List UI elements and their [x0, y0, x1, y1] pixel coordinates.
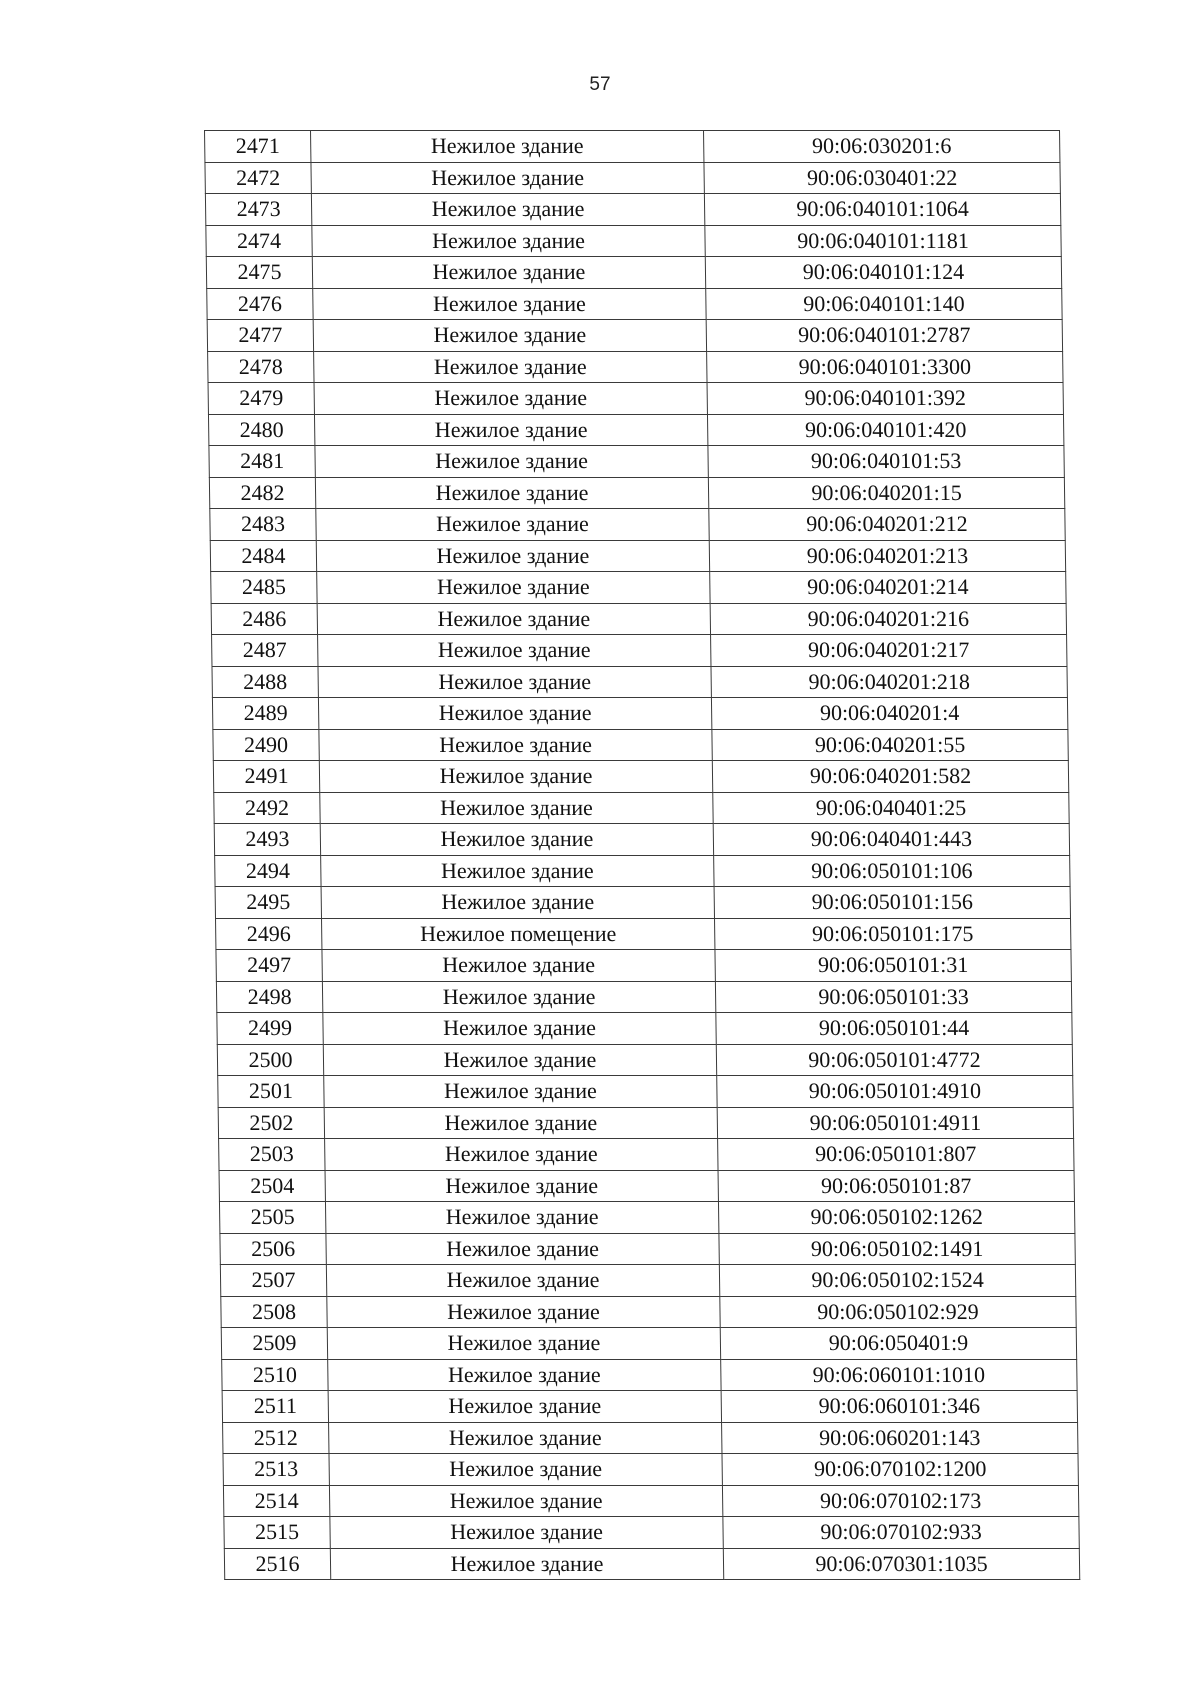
row-number-cell: 2482 [209, 477, 315, 509]
row-number-cell: 2487 [212, 635, 318, 667]
cadastral-number-cell: 90:06:040201:216 [710, 603, 1066, 635]
row-number-cell: 2476 [207, 288, 313, 320]
object-name-cell: Нежилое здание [330, 1548, 723, 1580]
row-number-cell: 2491 [213, 761, 319, 793]
row-number-cell: 2479 [208, 383, 314, 415]
object-name-cell: Нежилое здание [312, 225, 705, 257]
table-row [217, 1013, 1072, 1045]
object-name-cell: Нежилое здание [311, 162, 704, 194]
row-number-cell: 2485 [211, 572, 317, 604]
table-row [207, 288, 1062, 320]
table-row [212, 698, 1067, 730]
object-name-cell: Нежилое здание [311, 131, 704, 163]
object-name-cell: Нежилое здание [313, 288, 706, 320]
table-row [218, 1107, 1073, 1139]
object-name-cell: Нежилое здание [325, 1202, 718, 1234]
row-number-cell: 2508 [221, 1296, 327, 1328]
table-row [221, 1296, 1076, 1328]
object-name-cell: Нежилое здание [317, 572, 710, 604]
cadastral-number-cell: 90:06:070102:1200 [722, 1454, 1078, 1486]
row-number-cell: 2512 [223, 1422, 329, 1454]
cadastral-number-cell: 90:06:040101:124 [705, 257, 1061, 289]
row-number-cell: 2483 [210, 509, 316, 541]
cadastral-number-cell: 90:06:040201:217 [711, 635, 1067, 667]
row-number-cell: 2494 [215, 855, 321, 887]
row-number-cell: 2515 [224, 1517, 330, 1549]
cadastral-number-cell: 90:06:050101:87 [718, 1170, 1074, 1202]
row-number-cell: 2498 [216, 981, 322, 1013]
row-number-cell: 2493 [214, 824, 320, 856]
registry-table [204, 130, 1080, 1580]
table-row [210, 509, 1065, 541]
row-number-cell: 2471 [205, 131, 311, 163]
cadastral-number-cell: 90:06:040101:392 [707, 383, 1063, 415]
row-number-cell: 2504 [219, 1170, 325, 1202]
table-row [213, 729, 1068, 761]
cadastral-number-cell: 90:06:060101:346 [721, 1391, 1077, 1423]
object-name-cell: Нежилое здание [316, 509, 709, 541]
cadastral-number-cell: 90:06:050102:929 [720, 1296, 1076, 1328]
table-row [212, 635, 1067, 667]
table-row [207, 320, 1062, 352]
registry-table-body [205, 131, 1080, 1580]
row-number-cell: 2490 [213, 729, 319, 761]
row-number-cell: 2513 [223, 1454, 329, 1486]
table-row [205, 194, 1060, 226]
page-number: 57 [589, 74, 611, 95]
object-name-cell: Нежилое здание [325, 1139, 718, 1171]
object-name-cell: Нежилое здание [321, 887, 714, 919]
cadastral-number-cell: 90:06:050101:31 [715, 950, 1071, 982]
row-number-cell: 2489 [212, 698, 318, 730]
table-row [216, 950, 1071, 982]
object-name-cell: Нежилое здание [324, 1076, 717, 1108]
object-name-cell: Нежилое здание [315, 446, 708, 478]
row-number-cell: 2473 [205, 194, 311, 226]
cadastral-number-cell: 90:06:040101:1064 [704, 194, 1060, 226]
row-number-cell: 2488 [212, 666, 318, 698]
table-row [222, 1359, 1077, 1391]
table-row [221, 1328, 1076, 1360]
table-row [211, 572, 1066, 604]
cadastral-number-cell: 90:06:040201:582 [712, 761, 1068, 793]
cadastral-number-cell: 90:06:060101:1010 [721, 1359, 1077, 1391]
cadastral-number-cell: 90:06:030401:22 [704, 162, 1060, 194]
cadastral-number-cell: 90:06:040101:420 [707, 414, 1063, 446]
table-row [220, 1265, 1075, 1297]
cadastral-number-cell: 90:06:040201:214 [710, 572, 1066, 604]
cadastral-number-cell: 90:06:040401:25 [713, 792, 1069, 824]
cadastral-number-cell: 90:06:050101:4911 [717, 1107, 1073, 1139]
cadastral-number-cell: 90:06:040101:140 [706, 288, 1062, 320]
table-row [223, 1454, 1078, 1486]
cadastral-number-cell: 90:06:050101:4772 [716, 1044, 1072, 1076]
table-row [211, 603, 1066, 635]
cadastral-number-cell: 90:06:040101:2787 [706, 320, 1062, 352]
row-number-cell: 2496 [216, 918, 322, 950]
row-number-cell: 2502 [218, 1107, 324, 1139]
object-name-cell: Нежилое здание [322, 950, 715, 982]
table-row [224, 1548, 1079, 1580]
cadastral-number-cell: 90:06:050101:175 [715, 918, 1071, 950]
object-name-cell: Нежилое здание [327, 1296, 720, 1328]
table-row [206, 225, 1061, 257]
cadastral-number-cell: 90:06:050101:156 [714, 887, 1070, 919]
table-row [223, 1422, 1078, 1454]
row-number-cell: 2499 [217, 1013, 323, 1045]
row-number-cell: 2510 [222, 1359, 328, 1391]
row-number-cell: 2478 [208, 351, 314, 383]
cadastral-number-cell: 90:06:050101:106 [714, 855, 1070, 887]
cadastral-number-cell: 90:06:070102:933 [723, 1517, 1079, 1549]
row-number-cell: 2475 [206, 257, 312, 289]
cadastral-number-cell: 90:06:050101:33 [715, 981, 1071, 1013]
row-number-cell: 2477 [207, 320, 313, 352]
object-name-cell: Нежилое здание [314, 351, 707, 383]
table-row [210, 540, 1065, 572]
table-row [213, 761, 1068, 793]
object-name-cell: Нежилое здание [330, 1517, 723, 1549]
cadastral-number-cell: 90:06:040201:55 [712, 729, 1068, 761]
row-number-cell: 2486 [211, 603, 317, 635]
cadastral-number-cell: 90:06:050401:9 [720, 1328, 1076, 1360]
cadastral-number-cell: 90:06:050102:1524 [719, 1265, 1075, 1297]
row-number-cell: 2484 [210, 540, 316, 572]
object-name-cell: Нежилое здание [322, 981, 715, 1013]
table-row [209, 477, 1064, 509]
table-row [224, 1517, 1079, 1549]
row-number-cell: 2497 [216, 950, 322, 982]
object-name-cell: Нежилое здание [328, 1359, 721, 1391]
object-name-cell: Нежилое здание [312, 257, 705, 289]
row-number-cell: 2509 [221, 1328, 327, 1360]
cadastral-number-cell: 90:06:040201:213 [709, 540, 1065, 572]
object-name-cell: Нежилое здание [317, 603, 710, 635]
table-row [223, 1485, 1078, 1517]
object-name-cell: Нежилое здание [320, 792, 713, 824]
row-number-cell: 2507 [220, 1265, 326, 1297]
table-row [218, 1076, 1073, 1108]
cadastral-number-cell: 90:06:040401:443 [713, 824, 1069, 856]
table-row [214, 824, 1069, 856]
row-number-cell: 2492 [214, 792, 320, 824]
table-row [208, 351, 1063, 383]
object-name-cell: Нежилое здание [326, 1265, 719, 1297]
cadastral-number-cell: 90:06:030201:6 [704, 131, 1060, 163]
object-name-cell: Нежилое здание [319, 761, 712, 793]
row-number-cell: 2511 [222, 1391, 328, 1423]
row-number-cell: 2481 [209, 446, 315, 478]
table-row [219, 1202, 1074, 1234]
object-name-cell: Нежилое здание [328, 1391, 721, 1423]
cadastral-number-cell: 90:06:040101:53 [708, 446, 1064, 478]
cadastral-number-cell: 90:06:040101:3300 [707, 351, 1063, 383]
object-name-cell: Нежилое здание [320, 824, 713, 856]
table-row [219, 1139, 1074, 1171]
object-name-cell: Нежилое здание [329, 1422, 722, 1454]
object-name-cell: Нежилое здание [326, 1233, 719, 1265]
cadastral-number-cell: 90:06:040101:1181 [705, 225, 1061, 257]
object-name-cell: Нежилое здание [319, 729, 712, 761]
object-name-cell: Нежилое здание [327, 1328, 720, 1360]
table-row [216, 918, 1071, 950]
object-name-cell: Нежилое здание [316, 540, 709, 572]
cadastral-number-cell: 90:06:040201:4 [711, 698, 1067, 730]
table-row [206, 257, 1061, 289]
table-row [216, 981, 1071, 1013]
object-name-cell: Нежилое здание [324, 1107, 717, 1139]
cadastral-number-cell: 90:06:040201:212 [709, 509, 1065, 541]
table-row [208, 383, 1063, 415]
cadastral-number-cell: 90:06:060201:143 [722, 1422, 1078, 1454]
table-container [204, 130, 1080, 1580]
cadastral-number-cell: 90:06:050102:1491 [719, 1233, 1075, 1265]
table-row [212, 666, 1067, 698]
object-name-cell: Нежилое здание [321, 855, 714, 887]
cadastral-number-cell: 90:06:050101:807 [718, 1139, 1074, 1171]
object-name-cell: Нежилое здание [314, 414, 707, 446]
cadastral-number-cell: 90:06:040201:218 [711, 666, 1067, 698]
row-number-cell: 2495 [215, 887, 321, 919]
table-row [222, 1391, 1077, 1423]
object-name-cell: Нежилое здание [318, 635, 711, 667]
object-name-cell: Нежилое здание [325, 1170, 718, 1202]
row-number-cell: 2514 [223, 1485, 329, 1517]
row-number-cell: 2506 [220, 1233, 326, 1265]
row-number-cell: 2501 [218, 1076, 324, 1108]
cadastral-number-cell: 90:06:070102:173 [722, 1485, 1078, 1517]
cadastral-number-cell: 90:06:040201:15 [708, 477, 1064, 509]
object-name-cell: Нежилое здание [318, 698, 711, 730]
object-name-cell: Нежилое здание [311, 194, 704, 226]
cadastral-number-cell: 90:06:050101:44 [716, 1013, 1072, 1045]
row-number-cell: 2500 [217, 1044, 323, 1076]
row-number-cell: 2503 [219, 1139, 325, 1171]
row-number-cell: 2516 [224, 1548, 330, 1580]
table-row [214, 792, 1069, 824]
row-number-cell: 2474 [206, 225, 312, 257]
table-row [209, 446, 1064, 478]
object-name-cell: Нежилое здание [323, 1044, 716, 1076]
table-row [217, 1044, 1072, 1076]
table-row [208, 414, 1063, 446]
object-name-cell: Нежилое здание [329, 1485, 722, 1517]
table-row [205, 131, 1060, 163]
cadastral-number-cell: 90:06:070301:1035 [723, 1548, 1079, 1580]
object-name-cell: Нежилое здание [323, 1013, 716, 1045]
object-name-cell: Нежилое здание [313, 320, 706, 352]
row-number-cell: 2480 [208, 414, 314, 446]
table-row [215, 855, 1070, 887]
row-number-cell: 2505 [219, 1202, 325, 1234]
table-row [205, 162, 1060, 194]
table-row [219, 1170, 1074, 1202]
cadastral-number-cell: 90:06:050101:4910 [717, 1076, 1073, 1108]
object-name-cell: Нежилое здание [314, 383, 707, 415]
row-number-cell: 2472 [205, 162, 311, 194]
table-row [220, 1233, 1075, 1265]
object-name-cell: Нежилое здание [318, 666, 711, 698]
object-name-cell: Нежилое здание [329, 1454, 722, 1486]
table-row [215, 887, 1070, 919]
cadastral-number-cell: 90:06:050102:1262 [718, 1202, 1074, 1234]
object-name-cell: Нежилое здание [315, 477, 708, 509]
object-name-cell: Нежилое помещение [322, 918, 715, 950]
